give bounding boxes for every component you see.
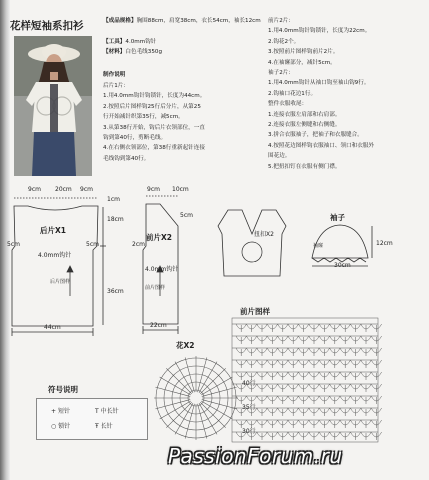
front-piece-label: 前片X2 bbox=[146, 233, 173, 242]
dim-back-drop: 1cm bbox=[107, 196, 120, 203]
dim-back-width: 44cm bbox=[44, 324, 61, 331]
instruction-line: 4.按照花边图样钩衣服袖口、领口和衣服外 bbox=[268, 142, 375, 149]
spec-material: 【材料】白色毛线350g bbox=[103, 49, 162, 55]
legend-item-ch: ○ 锁针 bbox=[51, 423, 71, 430]
instruction-line: 1.用4.0mm钩针钩锁针，长度为44cm。 bbox=[103, 93, 206, 100]
dim-back-neck: 20cm bbox=[55, 186, 72, 193]
instruction-line: 行开始减针织第35行，减5cm。 bbox=[103, 114, 184, 121]
dim-back-shoulder-left: 9cm bbox=[28, 186, 41, 193]
watermark: PassionForum.ru bbox=[168, 444, 343, 468]
assembled-outline bbox=[218, 210, 286, 276]
instruction-line: 袖子2片： bbox=[268, 70, 294, 76]
instruction-line: 5.把扭扣钉在衣服有侧门襟。 bbox=[268, 163, 341, 170]
instruction-line: 4.在袖窿部分，减针5cm。 bbox=[268, 59, 336, 66]
instruction-line: 后片1片： bbox=[103, 83, 129, 89]
back-piece-hook: 4.0mm钩针 bbox=[38, 252, 72, 259]
spec-size: 【成品规格】胸围88cm，肩宽38cm，衣长54cm，袖长12cm bbox=[103, 18, 261, 24]
front-chart-ref: 前片图样 bbox=[145, 285, 166, 291]
instruction-line: 1.用4.0mm钩针从袖口钩至袖山钩9行。 bbox=[268, 80, 370, 87]
instruction-line: 围花边。 bbox=[268, 153, 291, 160]
dim-back-shoulder-right: 9cm bbox=[80, 186, 93, 193]
dim-front-neck-depth: 5cm bbox=[180, 212, 193, 219]
spec-tool: 【工具】4.0mm钩针 bbox=[103, 39, 157, 45]
flower-chart-label: 花X2 bbox=[176, 341, 195, 350]
symbol-legend bbox=[36, 398, 148, 440]
row-mark-40: 40行 bbox=[242, 380, 256, 387]
dim-back-dec-right: 5cm bbox=[86, 241, 99, 248]
dim-back-armhole: 18cm bbox=[107, 216, 124, 223]
front-chart-title: 前片图样 bbox=[240, 307, 270, 316]
dim-front-shoulder: 9cm bbox=[147, 186, 160, 193]
row-mark-30: 30行 bbox=[242, 428, 256, 435]
back-piece-label: 后片X1 bbox=[40, 226, 67, 235]
legend-item-hdc: T 中长针 bbox=[95, 408, 119, 415]
legend-title: 符号说明 bbox=[48, 385, 78, 394]
sleeve-cuff-label: 袖窿 bbox=[313, 243, 324, 249]
row-mark-35: 35行 bbox=[242, 404, 256, 411]
instruction-line: 整件衣服收尾： bbox=[268, 101, 308, 108]
dim-sleeve-height: 12cm bbox=[376, 240, 393, 247]
steps-heading: 制作说明 bbox=[103, 72, 126, 78]
instruction-line: 前片2片： bbox=[268, 18, 294, 24]
instruction-line: 2.按照后片图样钩25行后分片，从第25 bbox=[103, 103, 201, 110]
instruction-line: 毛线钩到第40行。 bbox=[103, 155, 150, 162]
dim-front-width: 22cm bbox=[150, 322, 167, 329]
dim-front-dec: 2cm bbox=[132, 241, 145, 248]
dim-back-dec-left: 5cm bbox=[7, 241, 20, 248]
legend-item-dc: Ŧ 长针 bbox=[95, 423, 113, 430]
instruction-line: 1.用4.0mm钩针钩锁针，长度为22cm。 bbox=[268, 28, 371, 35]
back-piece-outline bbox=[12, 198, 106, 336]
instruction-line: 2.钩花2个。 bbox=[268, 38, 300, 45]
instruction-line: 2.连接衣服左侧缝和右侧缝。 bbox=[268, 122, 341, 128]
instruction-line: 2.钩袖口花边1行。 bbox=[268, 90, 317, 97]
front-piece-hook: 4.0mm钩针 bbox=[145, 266, 179, 273]
instruction-line: 3.拼合衣服袖子，把袖子和衣服缝合。 bbox=[268, 132, 363, 139]
dim-back-body: 36cm bbox=[107, 288, 124, 295]
button-label: 扭扣X2 bbox=[254, 231, 274, 238]
instruction-line: 钩到第40行，剪断毛线。 bbox=[103, 135, 167, 141]
sleeve-label: 袖子 bbox=[330, 213, 345, 222]
pattern-title: 花样短袖系扣衫 bbox=[10, 20, 84, 32]
dim-sleeve-width: 30cm bbox=[334, 262, 351, 269]
dim-front-neck: 10cm bbox=[172, 186, 189, 193]
back-chart-ref: 后片图样 bbox=[50, 279, 71, 285]
instruction-line: 3.按照前片图样钩前片2片。 bbox=[268, 49, 339, 56]
instruction-line: 4.在右侧衣领部位，第38行重新起针连接 bbox=[103, 145, 205, 152]
instruction-line: 3.从第38行开始，钩后片衣领部位，一直 bbox=[103, 124, 205, 131]
legend-item-sc: + 短针 bbox=[51, 408, 70, 415]
instruction-line: 1.连接衣服左肩部和右肩部。 bbox=[268, 111, 341, 118]
flower-chart bbox=[154, 356, 238, 440]
